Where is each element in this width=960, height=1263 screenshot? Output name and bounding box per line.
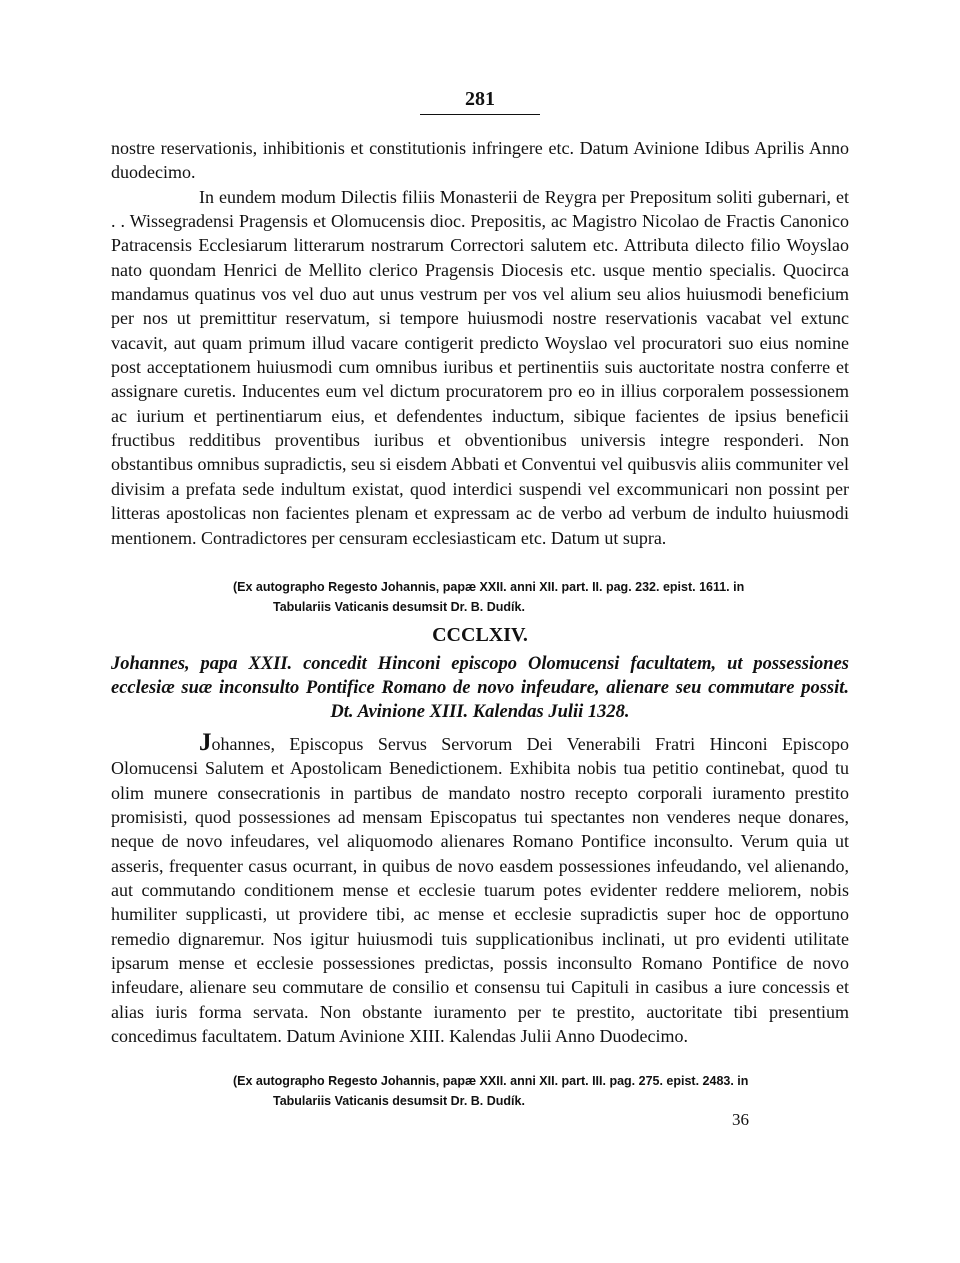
source-note-1-line-1: (Ex autographo Regesto Johannis, papæ XXII. anni XII. part. II. pag. 232. epist. 1611. in <box>233 580 745 594</box>
source-note-1-line-2: Tabulariis Vaticanis desumsit Dr. B. Dudík. <box>273 600 525 614</box>
source-note-2-line-2: Tabulariis Vaticanis desumsit Dr. B. Dudík. <box>273 1094 525 1108</box>
paragraph-closing: nostre reservationis, inhibitionis et constitutionis infringere etc. Datum Avinione Idibus Aprilis Anno duodecimo. <box>111 138 849 183</box>
letter-body <box>111 729 849 1048</box>
document-heading: Johannes, papa XXII. concedit Hinconi episcopo Olomucensi facultatem, ut possessiones ecclesiæ suæ inconsulto Pontifice Romano de novo infeudare, alienare seu commutare possit. Dt. Avinione XIII. Kalendas Julii 1328. <box>111 654 849 722</box>
source-note-2-line-1: (Ex autographo Regesto Johannis, papæ XXII. anni XII. part. III. pag. 275. epist. 2483. in <box>233 1074 749 1088</box>
paragraph-in-eundem-modum: In eundem modum Dilectis filiis Monasterii de Reygra per Prepositum soliti gubernari, et . . Wissegradensi Pragensis et Olomucensis dioc. Prepositis, ac Magistro Nicolao de Fractis Canonico Patracensis Ecclesiarum litterarum nostrarum Correctori salutem etc. Attributa dilecto filio Woyslao nato quondam Henrici de Mellito clerico Pragensis Diocesis etc. usque mentio specialis. Quocirca mandamus quatinus vos vel duo aut unus vestrum per vos vel alium seu alios huiusmodi beneficium per nos ut premittitur reservatum, si tempore huiusmodi nostre reservationis vacabat vel extunc vacavit, aut quam primum illud vacare contigerit predicto Woyslao vel procuratori suo eius nomine post acceptationem huiusmodi cum omnibus iuribus et pertinentiis suis auctoritate nostra conferre et assignare curetis. Inducentes eum vel dictum procuratorem pro eo in illius corporalem possessionem ac iurium et pertinentiarum eius, et defendentes inductum, sibique facientes de ipsius beneficii fructibus redditibus proventibus iuribus et obventionibus universis integre responderi. Non obstantibus omnibus supradictis, seu si eisdem Abbati et Conventui vel quibusvis aliis communiter vel divisim a prefata sede indultum existat, quod interdici suspendi vel excommunicari non possint per litteras apostolicas non facientes plenam et expressam ac de verbo ad verbum de indulto huiusmodi mentionem. Contradictores per censuram ecclesiasticam etc. Datum ut supra. <box>111 186 849 548</box>
signature-mark: 36 <box>732 1110 749 1129</box>
document-number: CCCLXIV. <box>432 624 528 646</box>
header-rule <box>420 114 540 115</box>
initial-letter: J <box>199 729 212 756</box>
letter-paragraph <box>111 729 849 1048</box>
source-note-1 <box>0 577 960 617</box>
page-number: 281 <box>465 88 495 110</box>
letter-text: ohannes, Episcopus Servus Servorum Dei Venerabili Fratri Hinconi Episcopo Olomucensi Salutem et Apostolicam Benedictionem. Exhibita nobis tua petitio continebat, quod tu olim munere consecrationis in partibus de mandato nostro recepto corporali iuramento prestito promisisti, quod possessiones ad mensam Episcopatus tui spectantes non venderes neque donares, neque de novo infeudares, vel aliquomodo alienares Romano Pontifice inconsulto. Verum quia ut asseris, frequenter casus ocurrant, in quibus de novo easdem possessiones infeudando, vel alienando, aut commutando conditionem mense et ecclesie tuarum potes evidenter reddere meliorem, nobis humiliter supplicasti, ut providere tibi, ac mense et ecclesie supradictis super hoc de opportuno remedio dignaremur. Nos igitur huiusmodi tuis supplicationibus inclinati, ut pro evidenti utilitate ipsarum mense et ecclesie possessiones predictas, possis inconsulto Romano Pontifice de novo infeudare, alienare seu commutare de consilio et consensu tui Capituli in casibus a iure concessis et alias iuris forma servata. Non obstante iuramento per te prestito, auctoritate tibi presentium concedimus facultatem. Datum Avinione XIII. Kalendas Julii Anno Duodecimo. <box>111 734 849 1047</box>
source-note-2 <box>0 1071 960 1111</box>
letter-continuation <box>111 136 849 550</box>
